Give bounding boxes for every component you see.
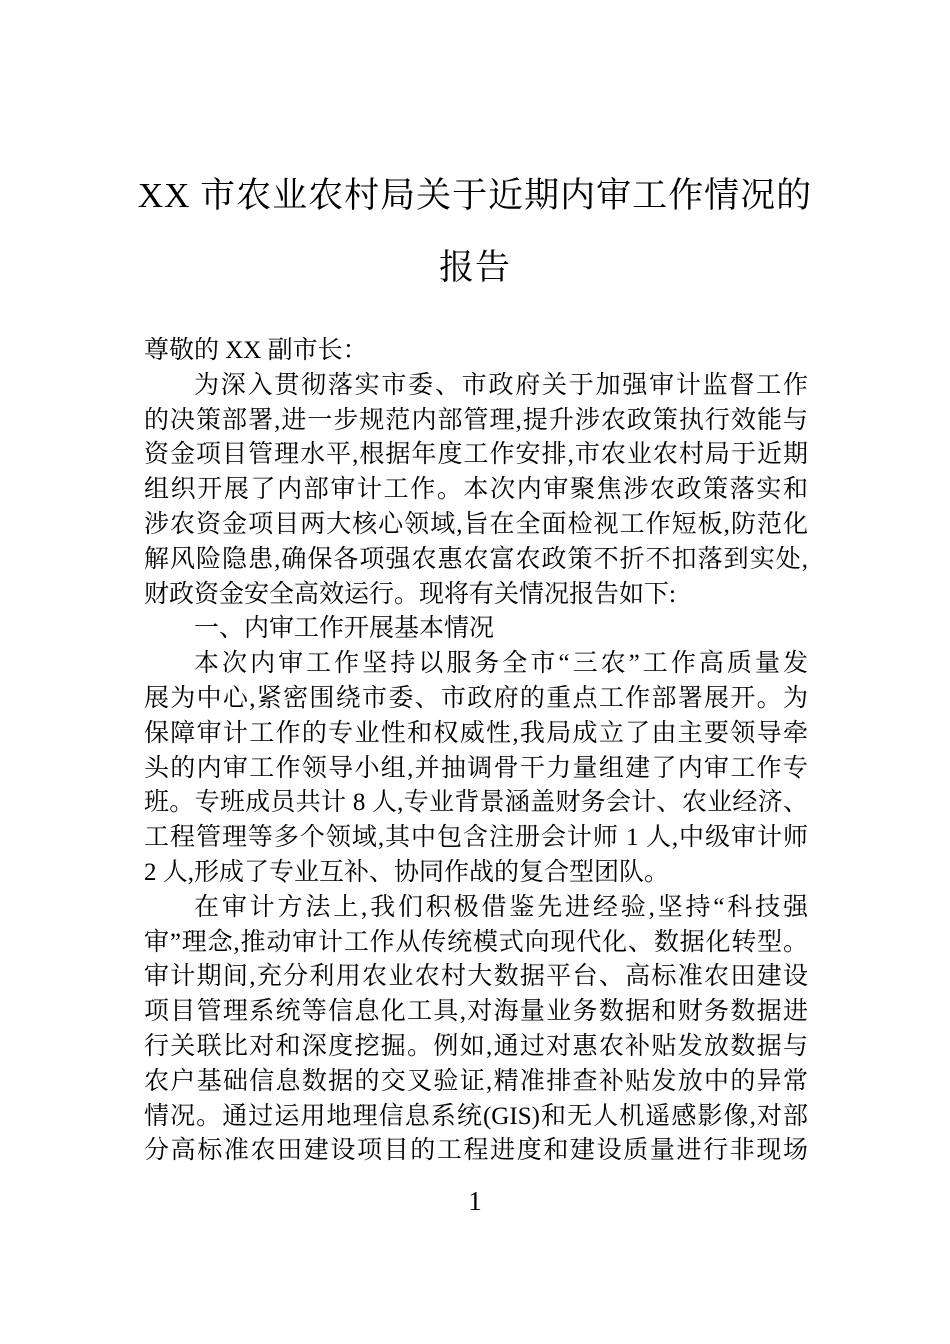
title-line-1: XX 市农业农村局关于近期内审工作情况的 <box>137 176 813 215</box>
body-line: 分高标准农田建设项目的工程进度和建设质量进行非现场 <box>144 1137 808 1165</box>
body-line: 本次内审工作坚持以服务全市“三农”工作高质量发 <box>194 650 808 678</box>
body-line: 资金项目管理水平,根据年度工作安排,市农业农村局于近期 <box>144 441 808 469</box>
body-line: 农户基础信息数据的交叉验证,精准排查补贴发放中的异常 <box>144 1067 808 1095</box>
document-body <box>144 334 808 1169</box>
body-line: 行关联比对和深度挖掘。例如,通过对惠农补贴发放数据与 <box>144 1032 808 1060</box>
body-line: 展为中心,紧密围绕市委、市政府的重点工作部署展开。为 <box>144 684 808 712</box>
body-line: 2 人,形成了专业互补、协同作战的复合型团队。 <box>144 858 670 886</box>
body-line: 头的内审工作领导小组,并抽调骨干力量组建了内审工作专 <box>144 754 808 782</box>
body-line: 保障审计工作的专业性和权威性,我局成立了由主要领导牵 <box>144 719 808 747</box>
body-line: 审计期间,充分利用农业农村大数据平台、高标准农田建设 <box>144 963 808 991</box>
body-line: 项目管理系统等信息化工具,对海量业务数据和财务数据进 <box>144 998 808 1026</box>
body-line: 审”理念,推动审计工作从传统模式向现代化、数据化转型。 <box>144 928 808 956</box>
body-line: 涉农资金项目两大核心领域,旨在全面检视工作短板,防范化 <box>144 510 808 538</box>
title-line-2: 报告 <box>438 248 511 287</box>
body-line: 一、内审工作开展基本情况 <box>194 615 495 643</box>
body-line: 组织开展了内部审计工作。本次内审聚焦涉农政策落实和 <box>144 476 808 504</box>
body-line: 为深入贯彻落实市委、市政府关于加强审计监督工作 <box>194 371 808 399</box>
body-line: 工程管理等多个领域,其中包含注册会计师 1 人,中级审计师 <box>144 824 808 852</box>
body-line: 财政资金安全高效运行。现将有关情况报告如下: <box>144 580 676 608</box>
document-title <box>0 160 950 304</box>
body-line: 的决策部署,进一步规范内部管理,提升涉农政策执行效能与 <box>144 406 808 434</box>
body-line: 班。专班成员共计 8 人,专业背景涵盖财务会计、农业经济、 <box>144 789 808 817</box>
body-line: 解风险隐患,确保各项强农惠农富农政策不折不扣落到实处, <box>144 545 808 573</box>
salutation-line: 尊敬的 XX 副市长： <box>144 337 368 364</box>
body-line: 情况。通过运用地理信息系统(GIS)和无人机遥感影像,对部 <box>144 1102 808 1130</box>
page-number: 1 <box>468 1186 482 1216</box>
body-line: 在审计方法上,我们积极借鉴先进经验,坚持“科技强 <box>194 893 808 921</box>
